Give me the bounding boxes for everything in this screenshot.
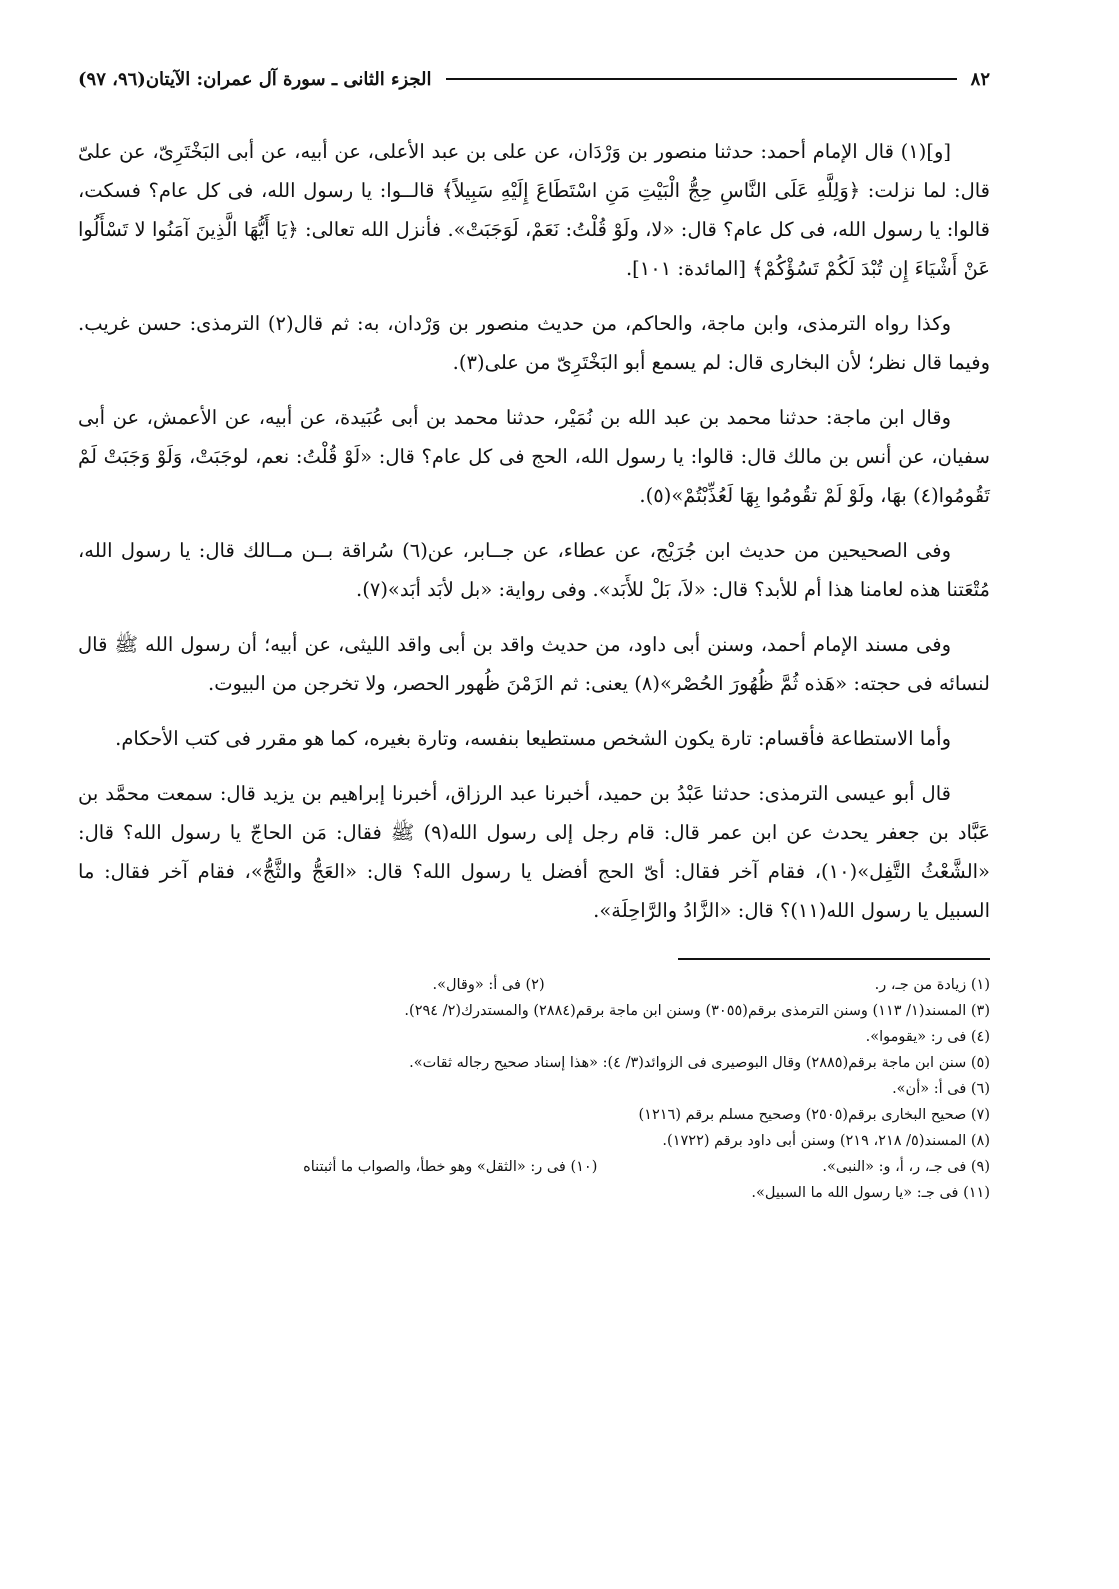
paragraph: وكذا رواه الترمذى، وابن ماجة، والحاكم، من حديث منصور بن وَرْدان، به: ثم قال(٢) الترمذى: حسن غريب. وفيما قال نظر؛ لأن البخارى قال: لم يسمع أبو البَخْتَرِىّ من على(٣). bbox=[78, 312, 990, 374]
paragraph: وفى مسند الإمام أحمد، وسنن أبى داود، من حديث واقد بن أبى واقد الليثى، عن أبيه؛ أن رسول الله ﷺ قال لنسائه فى حجته: «هَذه ثُمَّ ظُهُورَ الحُصْر»(٨) يعنى: ثم الزَمْنَ ظُهور الحصر، ولا تخرجن من البيوت. bbox=[78, 633, 990, 695]
footnotes bbox=[78, 972, 990, 1206]
footnote: (٦) فى أ: «أن». bbox=[892, 1081, 990, 1097]
paragraph: وأما الاستطاعة فأقسام: تارة يكون الشخص مستطيعا بنفسه، وتارة بغيره، كما هو مقرر فى كتب الأحكام. bbox=[115, 727, 951, 750]
footnote: (٢) فى أ: «وقال». bbox=[432, 977, 545, 993]
footnote-row bbox=[78, 1024, 990, 1050]
footnote-row bbox=[78, 1076, 990, 1102]
footnote: (٩) فى جـ، ر، أ، و: «النبى». bbox=[822, 1159, 990, 1175]
book-page bbox=[78, 62, 990, 1552]
footnote-row bbox=[78, 1102, 990, 1128]
main-text bbox=[78, 132, 990, 930]
footnote: (٣) المسند(١/ ١١٣) وسنن الترمذى برقم(٣٠٥٥) وسنن ابن ماجة برقم(٢٨٨٤) والمستدرك(٢/ ٢٩٤). bbox=[404, 1003, 990, 1019]
footnote-row bbox=[78, 998, 990, 1024]
running-header bbox=[78, 62, 990, 96]
footnote-row bbox=[78, 972, 990, 998]
footnote: (٥) سنن ابن ماجة برقم(٢٨٨٥) وقال البوصيرى فى الزوائد(٣/ ٤): «هذا إسناد صحيح رجاله ثقات». bbox=[409, 1055, 990, 1071]
footnote: (١٠) فى ر: «الثقل» وهو خطأ، والصواب ما أثبتناه bbox=[303, 1159, 598, 1175]
footnote-row bbox=[78, 1128, 990, 1154]
footnote: (١) زيادة من جـ، ر. bbox=[874, 977, 990, 993]
paragraph: قال أبو عيسى الترمذى: حدثنا عَبْدُ بن حميد، أخبرنا عبد الرزاق، أخبرنا إبراهيم بن يزيد قال: سمعت محمَّد بن عَبَّاد بن جعفر يحدث عن ابن عمر قال: قام رجل إلى رسول الله(٩) ﷺ فقال: مَن الحاجّ يا رسول الله؟ قال: «الشَّعْثُ التَّفِل»(١٠)، فقام آخر فقال: أىّ الحج أفضل يا رسول الله؟ قال: «العَجُّ والثَّجُّ»، فقام آخر فقال: ما السبيل يا رسول الله(١١)؟ قال: «الزَّادُ والرَّاحِلَة». bbox=[78, 782, 991, 922]
footnote: (١١) فى جـ: «يا رسول الله ما السبيل». bbox=[751, 1185, 990, 1201]
header-rule bbox=[446, 78, 957, 80]
footnote-row bbox=[78, 1050, 990, 1076]
footnote: (٧) صحيح البخارى برقم(٢٥٠٥) وصحيح مسلم برقم (١٢١٦) bbox=[638, 1107, 990, 1123]
footnote-row bbox=[78, 1154, 990, 1180]
header-title: الجزء الثانى ـ سورة آل عمران: الآيتان(٩٦، ٩٧) bbox=[78, 68, 432, 90]
footnote-separator bbox=[678, 958, 990, 960]
paragraph: [و](١) قال الإمام أحمد: حدثنا منصور بن وَرْدَان، عن على بن عبد الأعلى، عن أبيه، عن أبى البَخْتَرِىّ، عن علىّ قال: لما نزلت: ﴿وَلِلَّهِ عَلَى النَّاسِ حِجُّ الْبَيْتِ مَنِ اسْتَطَاعَ إِلَيْهِ سَبِيلاً﴾ قالــوا: يا رسول الله، فى كل عام؟ فسكت، قالوا: يا رسول الله، فى كل عام؟ قال: «لا، ولَوْ قُلْتُ: نَعَمْ، لَوَجَبَتْ». فأنزل الله تعالى: ﴿يَا أَيُّهَا الَّذِينَ آمَنُوا لا تَسْأَلُوا عَنْ أَشْيَاءَ إِن تُبْدَ لَكُمْ تَسُؤْكُمْ﴾ [المائدة: ١٠١]. bbox=[78, 140, 990, 280]
footnote: (٨) المسند(٥/ ٢١٨، ٢١٩) وسنن أبى داود برقم (١٧٢٢). bbox=[662, 1133, 990, 1149]
paragraph: وقال ابن ماجة: حدثنا محمد بن عبد الله بن نُمَيْر، حدثنا محمد بن أبى عُبَيدة، عن أبيه، عن الأعمش، عن أبى سفيان، عن أنس بن مالك قال: قالوا: يا رسول الله، الحج فى كل عام؟ قال: «لَوْ قُلْتُ: نعم، لوجَبَتْ، وَلَوْ وَجَبَتْ لَمْ تَقُومُوا(٤) بهَا، ولَوْ لَمْ تقُومُوا بِهَا لَعُذِّبْتُمْ»(٥). bbox=[78, 406, 990, 507]
footnote-row bbox=[78, 1180, 990, 1206]
paragraph: وفى الصحيحين من حديث ابن جُرَيْج، عن عطاء، عن جــابر، عن(٦) سُراقة بــن مــالك قال: يا رسول الله، مُتْعَتنا هذه لعامنا هذا أم للأبد؟ قال: «لاَ، بَلْ للأَبَد». وفى رواية: «بل لأبَد أبَد»(٧). bbox=[78, 539, 990, 601]
page-number: ٨٢ bbox=[970, 68, 990, 90]
footnote: (٤) فى ر: «يقوموا». bbox=[865, 1029, 990, 1045]
